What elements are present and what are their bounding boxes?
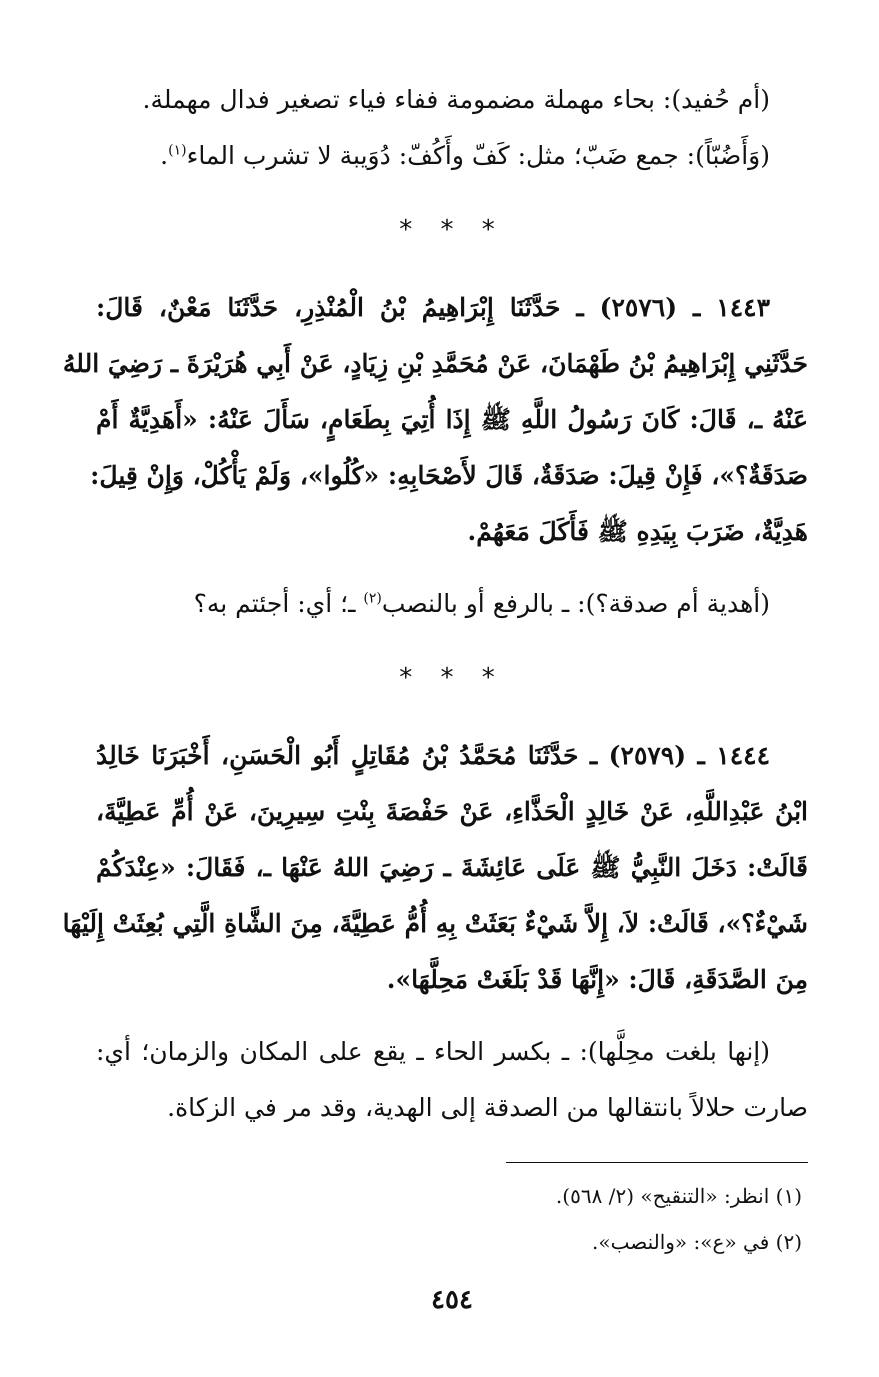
hadith-1443-line: حَدَّثَنِي إِبْرَاهِيمُ بْنُ طَهْمَانَ، عَنْ مُحَمَّدِ بْنِ زِيَادٍ، عَنْ أَبِي هُرَيْرَةَ ـ رَضِيَ اللهُ [62,349,808,378]
book-page [62,72,808,1315]
gloss-hadiyya-end: ـ؛ أي: أجئتم به؟ [193,589,364,618]
footnote-number: (٢) [775,1230,802,1254]
footnote-text: انظر: «التنقيح» (٢/ ٥٦٨). [555,1184,770,1208]
footnote-1 [96,1173,808,1219]
hadith-1444-line: ابْنُ عَبْدِاللَّهِ، عَنْ خَالِدٍ الْحَذَّاءِ، عَنْ حَفْصَةَ بِنْتِ سِيرِينَ، عَنْ أُمِّ عَطِيَّةَ، [96,797,808,826]
gloss-mahilliha-line: (إنها بلغت محِلَّها): ـ بكسر الحاء ـ يقع على المكان والزمان؛ أي: [96,1037,770,1066]
hadith-1443-line: ١٤٤٣ ـ (٢٥٧٦) ـ حَدَّثَنَا إِبْرَاهِيمُ بْنُ الْمُنْذِرِ، حَدَّثَنَا مَعْنٌ، قَالَ: [96,293,770,322]
hadith-1443-line: صَدَقَةٌ؟»، فَإِنْ قِيلَ: صَدَقَةٌ، قَالَ لأَصْحَابِهِ: «كُلُوا»، وَلَمْ يَأْكُلْ، وَإِنْ قِيلَ: [90,461,808,490]
page-number: ٤٥٤ [431,1285,473,1315]
section-separator: * * * [399,215,505,245]
footnote-number: (١) [775,1184,802,1208]
gloss-hadiyya-sadaqa [96,576,808,632]
footnotes [96,1173,808,1265]
footnote-2 [96,1219,808,1265]
footnote-ref-1[interactable]: (١) [168,142,187,159]
gloss-mahilliha-line: صارت حلالاً بانتقالها من الصدقة إلى الهدية، وقد مر في الزكاة. [167,1093,808,1122]
hadith-1444-line: قَالَتْ: دَخَلَ النَّبِيُّ ﷺ عَلَى عَائِشَةَ ـ رَضِيَ اللهُ عَنْهَا ـ، فَقَالَ: «عِنْدَكُمْ [96,853,808,882]
footnote-divider [506,1162,808,1163]
section-separator: * * * [399,663,505,693]
hadith-1444-line: ١٤٤٤ ـ (٢٥٧٩) ـ حَدَّثَنَا مُحَمَّدُ بْنُ مُقَاتِلٍ أَبُو الْحَسَنِ، أَخْبَرَنَا خَالِدُ [96,741,770,770]
hadith-1444 [62,728,808,1008]
hadith-1444-line: مِنَ الصَّدَقَةِ، قَالَ: «إِنَّهَا قَدْ بَلَغَتْ مَحِلَّهَا». [386,965,808,994]
gloss-adubban-text: (وَأَضُبّاً): جمع ضَبّ؛ مثل: كَفّ وأَكُفّ: دُوَيبة لا تشرب الماء [186,141,770,170]
gloss-adubban [96,128,808,184]
gloss-adubban-end: . [160,141,169,170]
hadith-1443 [62,280,808,560]
gloss-umm-hufaid: (أم حُفيد): بحاء مهملة مضمومة ففاء فياء تصغير فدال مهملة. [142,85,770,114]
hadith-1443-line: هَدِيَّةٌ، ضَرَبَ بِيَدِهِ ﷺ فَأَكَلَ مَعَهُمْ. [467,517,808,546]
gloss-mahilliha [96,1024,808,1136]
hadith-1443-line: عَنْهُ ـ، قَالَ: كَانَ رَسُولُ اللَّهِ ﷺ إِذَا أُتِيَ بِطَعَامٍ، سَأَلَ عَنْهُ: «أَهَدِيَّةٌ أَمْ [96,405,808,434]
footnote-text: في «ع»: «والنصب». [592,1230,770,1254]
hadith-1444-line: شَيْءٌ؟»، قَالَتْ: لاَ، إِلاَّ شَيْءٌ بَعَثَتْ بِهِ أُمُّ عَطِيَّةَ، مِنَ الشَّاةِ الَّتِي بُعِثَتْ إِلَيْهَا [62,909,808,938]
gloss-hadiyya-text: (أهدية أم صدقة؟): ـ بالرفع أو بالنصب [381,589,770,618]
footnote-ref-2[interactable]: (٢) [363,590,382,607]
